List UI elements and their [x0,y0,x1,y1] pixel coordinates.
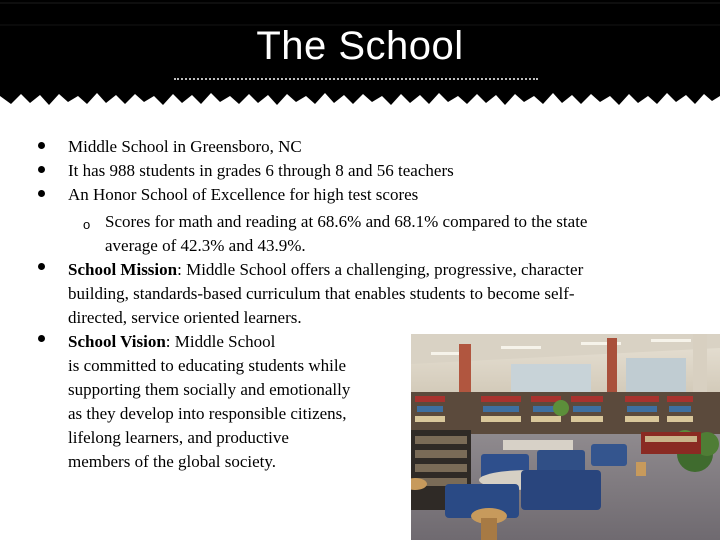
bullet-enrollment: It has 988 students in grades 6 through 8 and 56 teachers [68,161,454,180]
bullet-vision-line-5: lifelong learners, and productive [68,428,289,447]
bullet-dot [38,335,45,342]
library-photo [411,334,720,540]
bullet-vision-line-3: supporting them socially and emotionally [68,380,351,399]
bullet-vision-line-4: as they develop into responsible citizens, [68,404,347,423]
vision-text: : Middle School [165,332,276,351]
vision-label: School Vision [68,332,166,351]
sub-bullet-scores-line-1: Scores for math and reading at 68.6% and 68.1% compared to the state [105,212,588,231]
sub-bullet-scores-line-2: average of 42.3% and 43.9%. [105,236,306,255]
sub-bullet-marker: o [83,217,91,232]
mission-label: School Mission [68,260,178,279]
bullet-mission-line-1 [68,258,583,282]
bullet-vision-line-1 [68,330,275,354]
bullet-dot [38,142,45,149]
bullet-location: Middle School in Greensboro, NC [68,137,302,156]
bullet-dot [38,263,45,270]
library-photo-illustration [411,334,720,540]
bullet-vision-line-6: members of the global society. [68,452,277,471]
bullet-vision-line-2: is committed to educating students while [68,356,347,375]
mission-text: : Middle School offers a challenging, progressive, character [177,260,584,279]
bullet-dot [38,190,45,197]
bullet-honor: An Honor School of Excellence for high test scores [68,185,419,204]
bullet-mission-line-3: directed, service oriented learners. [68,308,302,327]
bullet-dot [38,166,45,173]
bullet-mission-line-2: building, standards-based curriculum that enables students to become self- [68,284,575,303]
slide-title: The School [256,24,464,68]
